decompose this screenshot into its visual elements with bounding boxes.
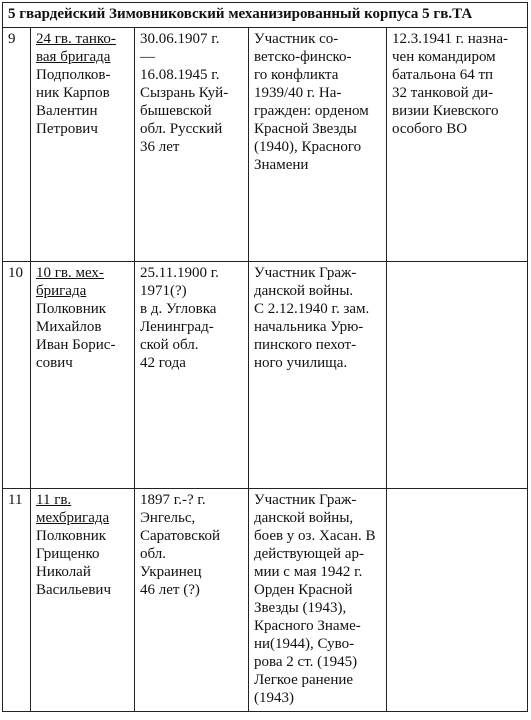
- table-row: [3, 28, 528, 262]
- service-cell: Участник со- ветско-финско- го конфликта 1939/40 г. На- гражден: орденом Красной Звезды (1940), Красного Знамени: [249, 28, 387, 262]
- biography-cell: 30.06.1907 г. — 16.08.1945 г. Сызрань Куй- бышевской обл. Русский 36 лет: [135, 28, 249, 262]
- unit-name: 10 гв. мех- бригада: [36, 265, 104, 299]
- biography-cell: 1897 г.-? г. Энгельс, Саратовской обл. Украинец 46 лет (?): [135, 489, 249, 712]
- row-number: 9: [3, 28, 31, 262]
- unit-commander-cell: [31, 489, 135, 712]
- table-title: 5 гвардейский Зимовниковский механизированный корпуса 5 гв.ТА: [3, 3, 528, 28]
- unit-name: 24 гв. танко- вая бригада: [36, 31, 116, 65]
- table-header-row: [3, 3, 528, 28]
- notes-cell: [387, 489, 528, 712]
- row-number: 10: [3, 262, 31, 489]
- biography-cell: 25.11.1900 г. 1971(?) в д. Угловка Ленинград- ской обл. 42 года: [135, 262, 249, 489]
- unit-commander-cell: [31, 28, 135, 262]
- commanders-table: [2, 2, 528, 712]
- table-row: [3, 262, 528, 489]
- commander-name: Полковник Грищенко Николай Васильевич: [36, 528, 111, 598]
- service-cell: Участник Граж- данской войны. С 2.12.1940 г. зам. начальника Урю- пинского пехот- ного училища.: [249, 262, 387, 489]
- unit-commander-cell: [31, 262, 135, 489]
- commander-name: Подполков- ник Карпов Валентин Петрович: [36, 67, 111, 137]
- unit-name: 11 гв. мехбригада: [36, 492, 110, 526]
- notes-cell: [387, 262, 528, 489]
- commander-name: Полковник Михайлов Иван Борис- сович: [36, 301, 116, 371]
- notes-cell: 12.3.1941 г. назна- чен командиром батальона 64 тп 32 танковой ди- визии Киевского особого ВО: [387, 28, 528, 262]
- table-row: [3, 489, 528, 712]
- service-cell: Участник Граж- данской войны, боев у оз. Хасан. В действующей ар- мии с мая 1942 г. Орден Красной Звезды (1943), Красного Знаме- ни(1944), Суво- рова 2 ст. (1945) Легкое ранение (1943): [249, 489, 387, 712]
- row-number: 11: [3, 489, 31, 712]
